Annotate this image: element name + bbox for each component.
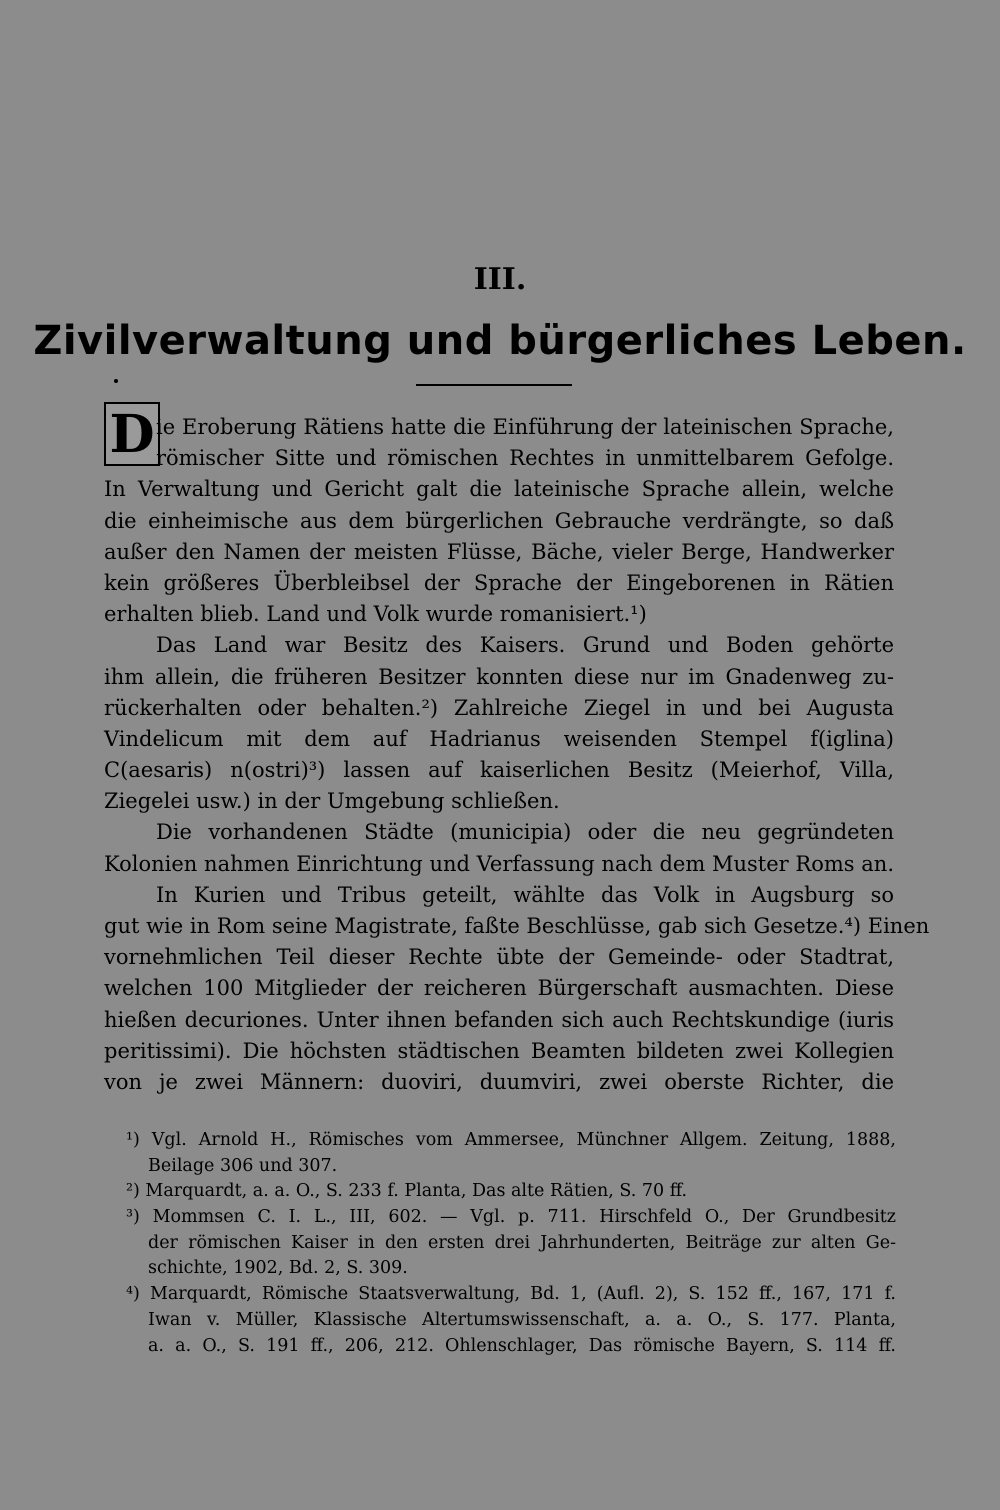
text-line: kein größeres Überbleibsel der Sprache der Eingeborenen in Rätien: [104, 570, 894, 595]
text-line: In Kurien und Tribus geteilt, wählte das Volk in Augsburg so: [156, 882, 894, 907]
chapter-number: III.: [473, 262, 527, 297]
footnotes: [126, 1128, 896, 1359]
text-line: erhalten blieb. Land und Volk wurde romanisiert.¹): [104, 602, 647, 627]
footnote-line: ⁴) Marquardt, Römische Staatsverwaltung, Bd. 1, (Aufl. 2), S. 152 ff., 167, 171 f.: [126, 1284, 896, 1305]
text-line: außer den Namen der meisten Flüsse, Bäche, vieler Berge, Handwerker: [104, 539, 894, 564]
footnote-line: Beilage 306 und 307.: [148, 1155, 338, 1176]
text-line: hießen decuriones. Unter ihnen befanden sich auch Rechtskundige (iuris: [104, 1007, 894, 1032]
title-divider: [416, 384, 572, 386]
ornamental-initial: D: [104, 402, 160, 466]
footnote-line: a. a. O., S. 191 ff., 206, 212. Ohlenschlager, Das römische Bayern, S. 114 ff.: [148, 1335, 896, 1356]
text-line: vornehmlichen Teil dieser Rechte übte der Gemeinde- oder Stadtrat,: [104, 945, 894, 970]
text-line: Ziegelei usw.) in der Umgebung schließen.: [104, 789, 560, 814]
text-line: Die vorhandenen Städte (municipia) oder die neu gegründeten: [156, 820, 894, 845]
footnote-line: ³) Mommsen C. I. L., III, 602. — Vgl. p. 711. Hirschfeld O., Der Grundbesitz: [126, 1207, 896, 1228]
text-line: die einheimische aus dem bürgerlichen Gebrauche verdrängte, so daß: [104, 508, 894, 533]
body-text: [104, 412, 930, 1098]
text-line: C(aesaris) n(ostri)³) lassen auf kaiserlichen Besitz (Meierhof, Villa,: [104, 758, 894, 783]
footnote-line: ¹) Vgl. Arnold H., Römisches vom Ammersee, Münchner Allgem. Zeitung, 1888,: [126, 1130, 896, 1150]
text-line: von je zwei Männern: duoviri, duumviri, zwei oberste Richter, die: [104, 1069, 894, 1094]
text-line: römischer Sitte und römischen Rechtes in unmittelbarem Gefolge.: [156, 446, 894, 471]
footnote-line: Iwan v. Müller, Klassische Altertumswissenschaft, a. a. O., S. 177. Planta,: [148, 1309, 896, 1330]
text-line: gut wie in Rom seine Magistrate, faßte Beschlüsse, gab sich Gesetze.⁴) Einen: [104, 914, 930, 938]
text-line: ie Eroberung Rätiens hatte die Einführung der lateinischen Sprache,: [156, 415, 894, 439]
chapter-title: Zivilverwaltung und bürgerliches Leben.: [33, 318, 967, 364]
footnote-line: der römischen Kaiser in den ersten drei Jahrhunderten, Beiträge zur alten Ge-: [148, 1232, 896, 1253]
footnote-line: schichte, 1902, Bd. 2, S. 309.: [148, 1258, 408, 1279]
text-line: peritissimi). Die höchsten städtischen Beamten bildeten zwei Kollegien: [104, 1038, 894, 1063]
footnote-line: ²) Marquardt, a. a. O., S. 233 f. Planta, Das alte Rätien, S. 70 ff.: [126, 1181, 688, 1202]
text-line: welchen 100 Mitglieder der reicheren Bürgerschaft ausmachten. Diese: [104, 976, 894, 1001]
text-line: Kolonien nahmen Einrichtung und Verfassung nach dem Muster Roms an.: [104, 851, 894, 876]
text-line: ihm allein, die früheren Besitzer konnten diese nur im Gnadenweg zu-: [104, 664, 894, 689]
text-line: Das Land war Besitz des Kaisers. Grund und Boden gehörte: [156, 633, 894, 658]
stray-dot: [114, 379, 118, 383]
text-line: Vindelicum mit dem auf Hadrianus weisenden Stempel f(iglina): [104, 726, 894, 751]
text-line: In Verwaltung und Gericht galt die lateinische Sprache allein, welche: [104, 477, 894, 502]
text-line: rückerhalten oder behalten.²) Zahlreiche Ziegel in und bei Augusta: [104, 695, 894, 720]
